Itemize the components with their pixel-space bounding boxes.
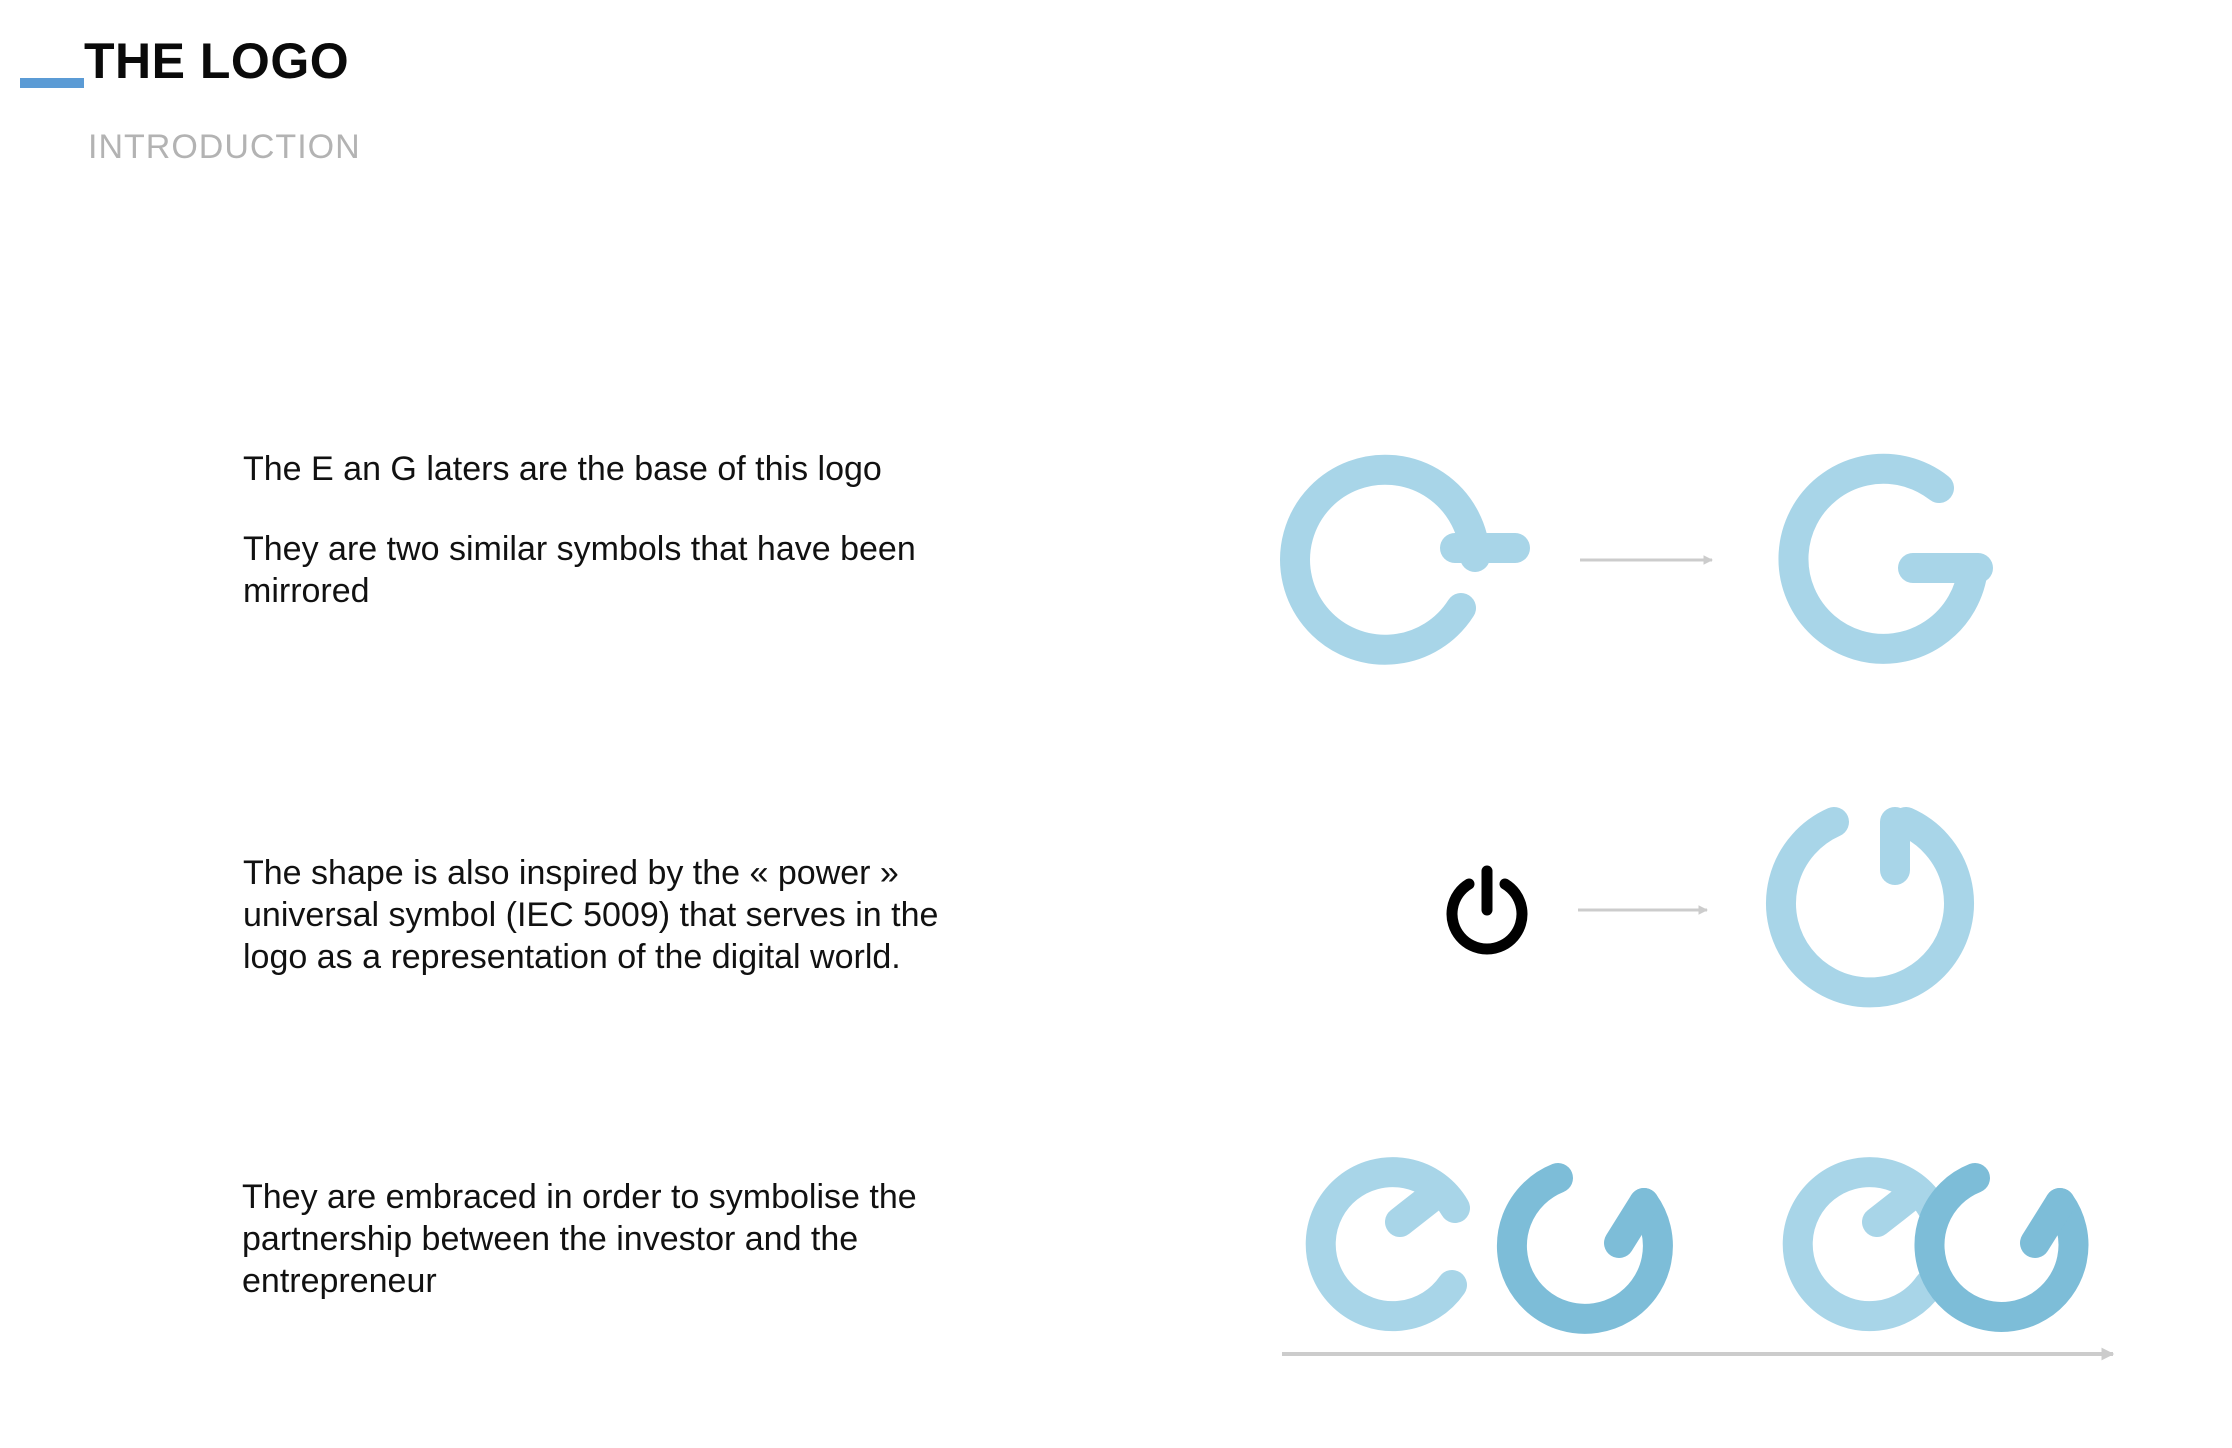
paragraph: They are embraced in order to symbolise the partnership between the investor and the entrepreneur bbox=[242, 1178, 917, 1300]
letter-e-icon bbox=[1295, 470, 1515, 650]
embrace-g-icon bbox=[1512, 1178, 1658, 1319]
letter-g-icon bbox=[1793, 469, 1978, 649]
paragraph: They are two similar symbols that have been mirrored bbox=[243, 530, 916, 610]
embrace-e-icon bbox=[1321, 1172, 1455, 1316]
paragraph: The E an G laters are the base of this logo bbox=[243, 450, 882, 488]
paragraph: The shape is also inspired by the « power » universal symbol (IEC 5009) that serves in the logo as a representation of the digital world. bbox=[243, 854, 939, 976]
embrace-e-icon bbox=[1798, 1172, 1932, 1316]
power-icon bbox=[1452, 871, 1522, 949]
embrace-g-icon bbox=[1929, 1178, 2073, 1317]
page-title: THE LOGO bbox=[84, 33, 350, 89]
power-logo-icon bbox=[1781, 822, 1959, 992]
page-subtitle: INTRODUCTION bbox=[88, 128, 361, 166]
